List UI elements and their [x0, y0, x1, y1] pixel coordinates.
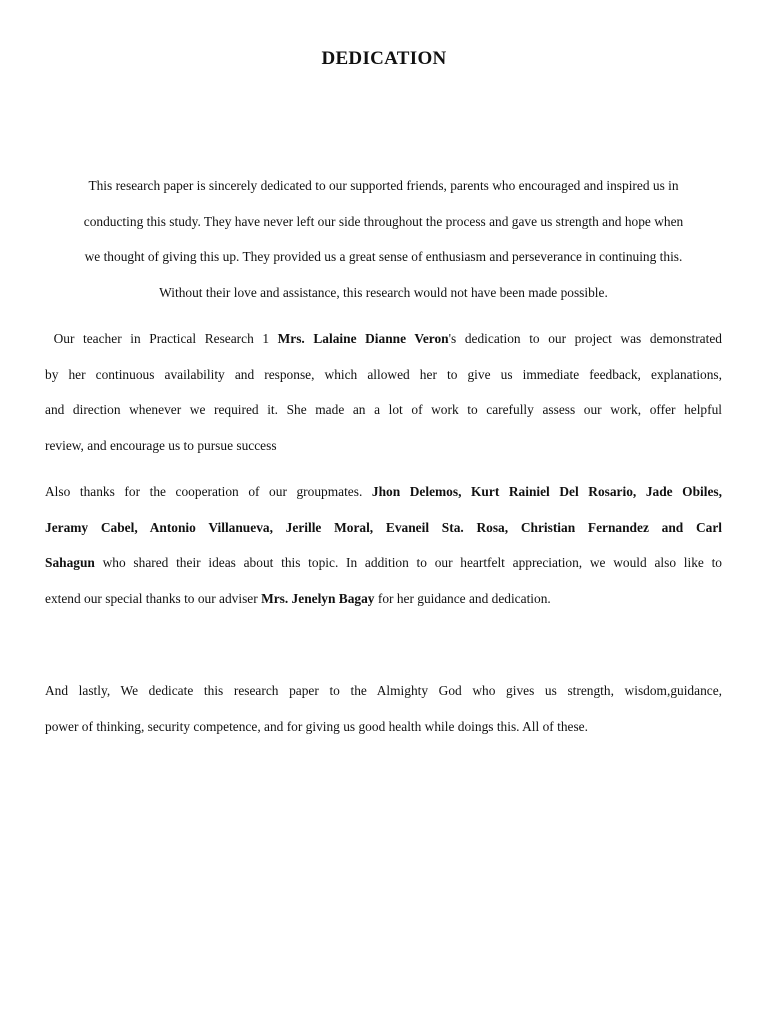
text-line: [45, 581, 722, 617]
groupmate-names: Jeramy Cabel, Antonio Villanueva, Jerille Moral, Evaneil Sta. Rosa, Christian Fernandez and Carl: [45, 519, 722, 535]
text-line: review, and encourage us to pursue success: [45, 437, 277, 453]
text-line: Without their love and assistance, this research would not have been made possible.: [159, 284, 608, 300]
text-segment: Our teacher in Practical Research 1: [53, 331, 278, 346]
text-line: [45, 545, 722, 581]
adviser-name: Mrs. Jenelyn Bagay: [261, 590, 375, 606]
paragraph-dedication-god: [45, 673, 722, 744]
paragraph-dedication-groupmates: [45, 474, 722, 616]
text-segment: extend our special thanks to our adviser: [45, 590, 262, 606]
text-line: [45, 321, 722, 357]
text-line: [45, 510, 722, 546]
paragraph-dedication-family: [45, 168, 722, 310]
groupmate-names: Jhon Delemos, Kurt Rainiel Del Rosario, Jade Obiles,: [371, 484, 722, 499]
text-segment: for her guidance and dedication.: [374, 590, 551, 606]
text-line: power of thinking, security competence, and for giving us good health while doings this. All of these.: [45, 718, 588, 734]
text-segment: 's dedication to our project was demonstrated: [448, 331, 722, 346]
text-line: [45, 474, 722, 510]
text-segment: Also thanks for the cooperation of our groupmates.: [45, 484, 372, 499]
text-line: This research paper is sincerely dedicated to our supported friends, parents who encouraged and inspired us in: [88, 178, 679, 193]
text-line: and direction whenever we required it. She made an a lot of work to carefully assess our work, offer helpful: [45, 402, 722, 417]
text-segment: who shared their ideas about this topic. In addition to our heartfelt appreciation, we would also like to: [94, 555, 722, 570]
teacher-name: Mrs. Lalaine Dianne Veron: [277, 331, 449, 346]
text-line: we thought of giving this up. They provided us a great sense of enthusiasm and perseverance in continuing this.: [84, 249, 683, 264]
groupmate-name: Sahagun: [45, 555, 95, 570]
text-line: by her continuous availability and response, which allowed her to give us immediate feedback, explanations,: [45, 366, 722, 382]
paragraph-dedication-teacher: [45, 321, 722, 463]
text-line: conducting this study. They have never left our side throughout the process and gave us strength and hope when: [83, 213, 684, 229]
text-line: And lastly, We dedicate this research paper to the Almighty God who gives us strength, wisdom,guidance,: [45, 683, 722, 698]
page-title: DEDICATION: [321, 48, 447, 69]
